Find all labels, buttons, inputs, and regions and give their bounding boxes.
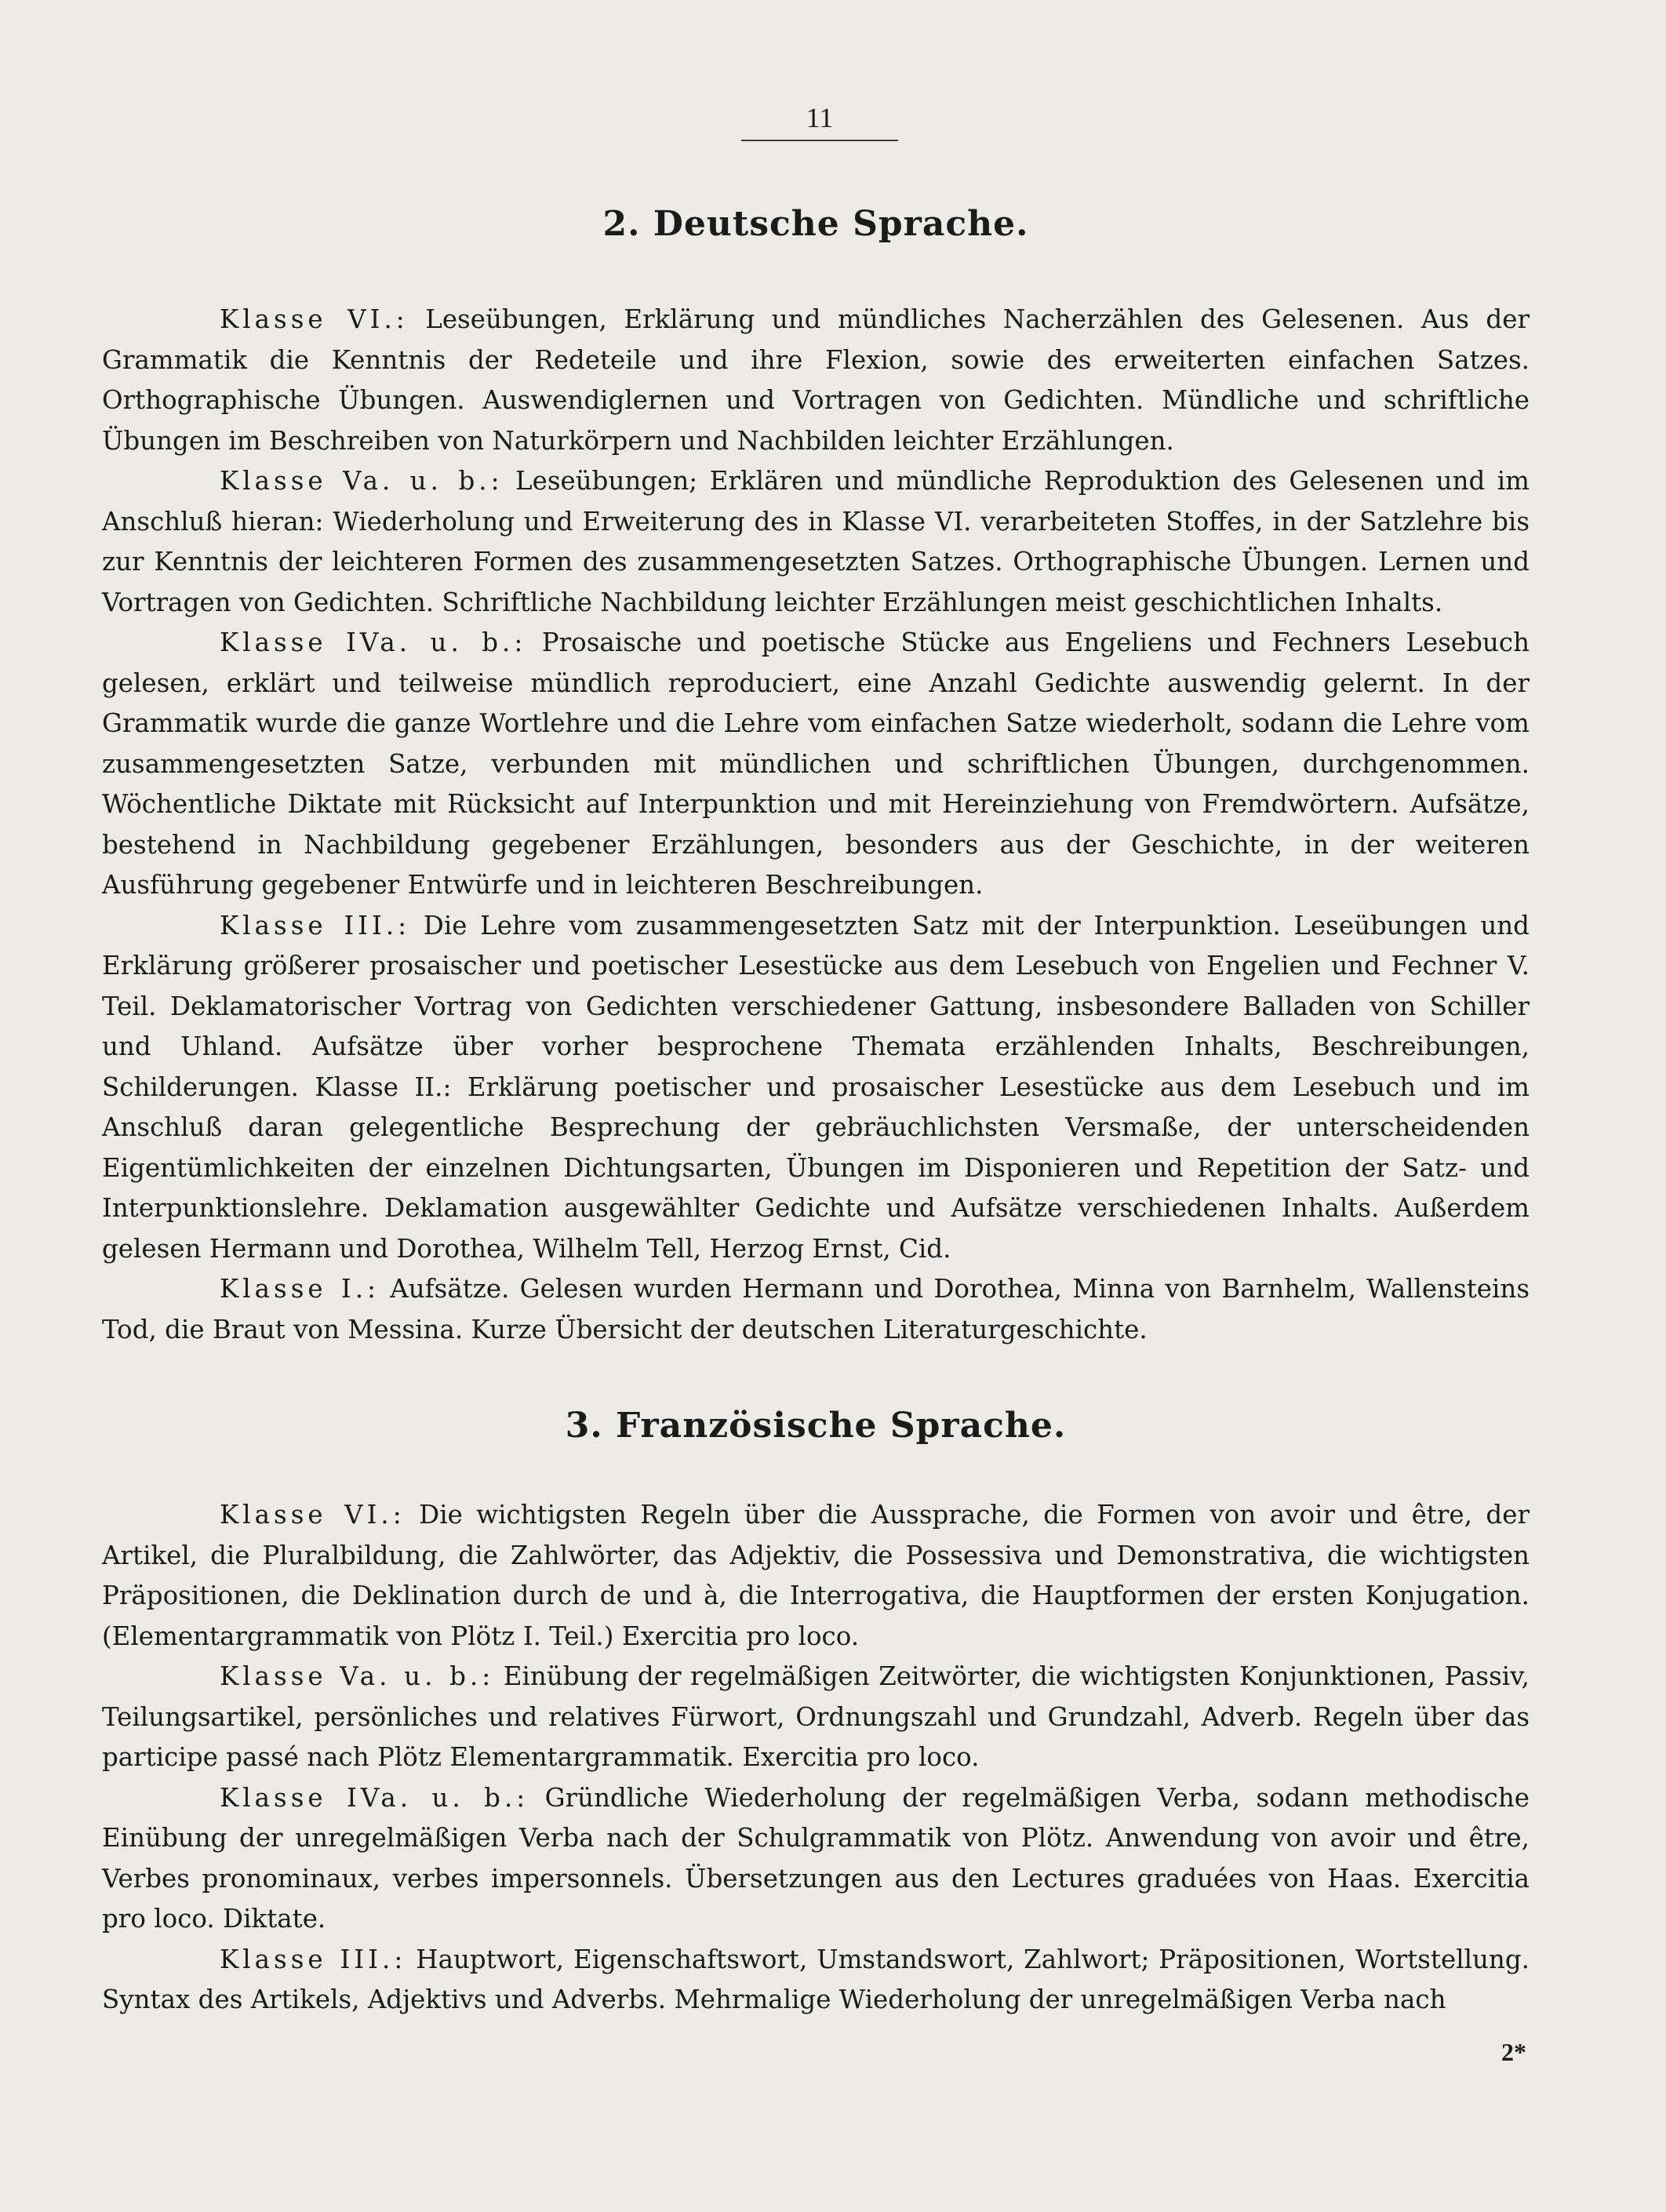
klasse-label: Klasse Va. u. b.: bbox=[220, 1661, 495, 1691]
paragraph-text: Prosaische und poetische Stücke aus Engeliens und Fechners Lesebuch gelesen, erklärt und teilweise mündlich reproduciert, eine Anzahl Gedichte auswendig gelernt. In der Grammatik wurde die ganze Wortlehre und die Lehre vom einfachen Satze wiederholt, sodann die Lehre vom zusammengesetzten Satze, verbunden mit mündlichen und schriftlichen Übungen, durchgenommen. Wöchentliche Diktate mit Rücksicht auf Interpunktion und mit Hereinziehung von Fremdwörtern. Aufsätze, bestehend in Nachbildung gegebener Erzählungen, besonders aus der Geschichte, in der weiteren Ausführung gegebener Entwürfe und in leichteren Beschreibungen. bbox=[102, 628, 1530, 900]
paragraph-klasse-i bbox=[102, 1269, 1530, 1350]
paragraph-text: Die Lehre vom zusammengesetzten Satz mit der Interpunktion. Leseübungen und Erklärung größerer prosaischer und poetischer Lesestücke aus dem Lesebuch von Engelien und Fechner V. Teil. Deklamatorischer Vortrag von Gedichten verschiedener Gattung, insbesondere Balladen von Schiller und Uhland. Aufsätze über vorher besprochene Themata erzählenden Inhalts, Beschreibungen, Schilderungen. Klasse II.: Erklärung poetischer und prosaischer Lesestücke aus dem Lesebuch und im Anschluß daran gelegentliche Besprechung der gebräuchlichsten Versmaße, der unterscheidenden Eigentümlichkeiten der einzelnen Dichtungsarten, Übungen im Disponieren und Repetition der Satz- und Interpunktionslehre. Deklamation ausgewählter Gedichte und Aufsätze verschiedenen Inhalts. Außerdem gelesen Hermann und Dorothea, Wilhelm Tell, Herzog Ernst, Cid. bbox=[102, 910, 1530, 1264]
klasse-label: Klasse III.: bbox=[220, 910, 411, 940]
paragraph-text: Hauptwort, Eigenschaftswort, Umstandswort, Zahlwort; Präpositionen, Wortstellung. Syntax des Artikels, Adjektivs und Adverbs. Mehrmalige Wiederholung der unregelmäßigen Verba nach bbox=[102, 1944, 1530, 2014]
section-body-franzoesisch bbox=[102, 1495, 1530, 2021]
paragraph-klasse-iii bbox=[102, 1940, 1530, 2021]
page-number: 11 bbox=[806, 102, 834, 133]
paragraph-klasse-vi bbox=[102, 1495, 1530, 1657]
section-heading-franzoesisch: 3. Französische Sprache. bbox=[565, 1406, 1067, 1446]
paragraph-klasse-iii bbox=[102, 906, 1530, 1270]
klasse-label: Klasse VI.: bbox=[220, 304, 409, 334]
section-heading-deutsch: 2. Deutsche Sprache. bbox=[602, 204, 1029, 244]
signature-mark: 2* bbox=[1501, 2038, 1526, 2066]
paragraph-text: Gründliche Wiederholung der regelmäßigen Verba, sodann methodische Einübung der unregelmäßigen Verba nach der Schulgrammatik von Plötz. Anwendung von avoir und être, Verbes pronominaux, verbes impersonnels. Übersetzungen aus den Lectures graduées von Haas. Exercitia pro loco. Diktate. bbox=[102, 1782, 1530, 1934]
klasse-label: Klasse I.: bbox=[220, 1274, 380, 1304]
klasse-label: Klasse IVa. u. b.: bbox=[220, 628, 527, 657]
klasse-label: Klasse III.: bbox=[220, 1944, 407, 1974]
section-body-deutsch bbox=[102, 300, 1530, 1350]
paragraph-text: Die wichtigsten Regeln über die Aussprache, die Formen von avoir und être, der Artikel, die Pluralbildung, die Zahlwörter, das Adjektiv, die Possessiva und Demonstrativa, die wichtigsten Präpositionen, die Deklination durch de und à, die Interrogativa, die Hauptformen der ersten Konjugation. (Elementargrammatik von Plötz I. Teil.) Exercitia pro loco. bbox=[102, 1500, 1530, 1651]
paragraph-klasse-iva bbox=[102, 1778, 1530, 1940]
klasse-label: Klasse VI.: bbox=[220, 1500, 406, 1530]
paragraph-text: Leseübungen; Erklären und mündliche Reproduktion des Gelesenen und im Anschluß hieran: Wiederholung und Erweiterung des in Klasse VI. verarbeiteten Stoffes, in der Satzlehre bis zur Kenntnis der leichteren Formen des zusammengesetzten Satzes. Orthographische Übungen. Lernen und Vortragen von Gedichten. Schriftliche Nachbildung leichter Erzählungen meist geschichtlichen Inhalts. bbox=[102, 466, 1530, 617]
klasse-label: Klasse Va. u. b.: bbox=[220, 466, 504, 496]
paragraph-klasse-va bbox=[102, 461, 1530, 623]
klasse-label: Klasse IVa. u. b.: bbox=[220, 1782, 529, 1813]
page-number-rule bbox=[741, 140, 898, 141]
paragraph-klasse-va bbox=[102, 1657, 1530, 1778]
paragraph-text: Einübung der regelmäßigen Zeitwörter, die wichtigsten Konjunktionen, Passiv, Teilungsartikel, persönliches und relatives Fürwort, Ordnungszahl und Grundzahl, Adverb. Regeln über das participe passé nach Plötz Elementargrammatik. Exercitia pro loco. bbox=[102, 1661, 1530, 1772]
paragraph-klasse-iva bbox=[102, 623, 1530, 906]
paragraph-text: Aufsätze. Gelesen wurden Hermann und Dorothea, Minna von Barnhelm, Wallensteins Tod, die Braut von Messina. Kurze Übersicht der deutschen Literaturgeschichte. bbox=[102, 1274, 1530, 1344]
paragraph-klasse-vi bbox=[102, 300, 1530, 461]
paragraph-text: Leseübungen, Erklärung und mündliches Nacherzählen des Gelesenen. Aus der Grammatik die Kenntnis der Redeteile und ihre Flexion, sowie des erweiterten einfachen Satzes. Orthographische Übungen. Auswendiglernen und Vortragen von Gedichten. Mündliche und schriftliche Übungen im Beschreiben von Naturkörpern und Nachbilden leichter Erzählungen. bbox=[102, 304, 1530, 456]
